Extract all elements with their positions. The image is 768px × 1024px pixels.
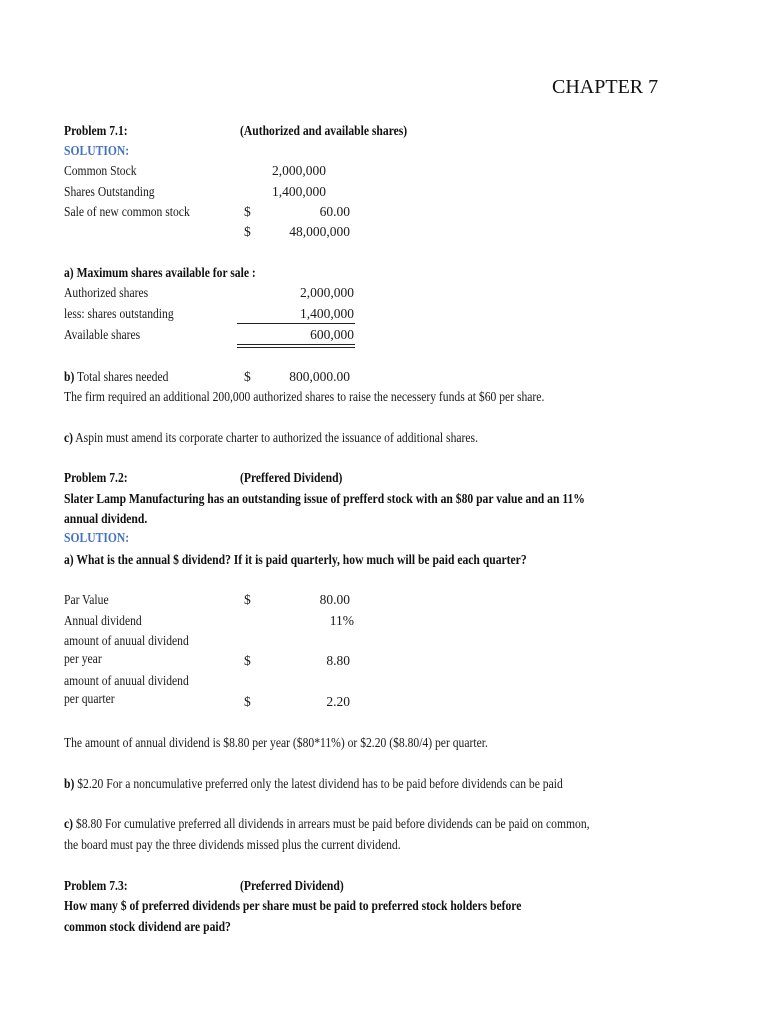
annual-dividend-value: 11% (329, 613, 354, 628)
annual-dividend-label: Annual dividend (64, 613, 142, 628)
part-b-explanation: The firm required an additional 200,000 authorized shares to raise the necessery funds at $60 per share. (64, 389, 545, 404)
part-c-prefix-2: c) (64, 816, 74, 831)
part-c-cumulative-text-2: the board must pay the three dividends missed plus the current dividend. (64, 837, 401, 852)
total-dollar: $ (244, 224, 251, 239)
shares-outstanding-label: Shares Outstanding (64, 184, 155, 199)
per-year-value: 8.80 (326, 653, 350, 668)
common-stock-label: Common Stock (64, 163, 137, 178)
subtotal-underline (237, 323, 355, 324)
par-value-dollar: $ (244, 592, 251, 607)
per-quarter-label-1: amount of anuual dividend (64, 673, 189, 688)
total-value: 48,000,000 (289, 224, 350, 239)
total-double-underline-2 (237, 347, 355, 348)
part-a-question: a) What is the annual $ dividend? If it is paid quarterly, how much will be paid each quarter? (64, 552, 527, 567)
problem-7-2-question-1: Slater Lamp Manufacturing has an outstanding issue of prefferd stock with an $80 par value and an 11% (64, 491, 585, 506)
chapter-title: CHAPTER 7 (552, 76, 659, 98)
problem-7-3-question-1: How many $ of preferred dividends per share must be paid to preferred stock holders before (64, 898, 522, 913)
per-quarter-label-2: per quarter (64, 691, 115, 706)
solution-heading-2: SOLUTION: (64, 530, 130, 545)
authorized-shares-value: 2,000,000 (300, 285, 354, 300)
available-shares-label: Available shares (64, 327, 141, 342)
problem-7-3-topic: (Preferred Dividend) (240, 878, 344, 893)
common-stock-value: 2,000,000 (272, 163, 326, 178)
problem-7-3-label: Problem 7.3: (64, 878, 128, 893)
available-shares-value: 600,000 (310, 327, 354, 342)
par-value-value: 80.00 (319, 592, 350, 607)
part-b-row (64, 369, 168, 385)
max-shares-heading: a) Maximum shares available for sale : (64, 265, 256, 280)
problem-7-1-topic: (Authorized and available shares) (240, 123, 408, 138)
total-shares-needed-label: Total shares needed (77, 369, 169, 384)
less-outstanding-label: less: shares outstanding (64, 306, 174, 321)
per-year-dollar: $ (244, 653, 251, 668)
problem-7-2-topic: (Preffered Dividend) (240, 470, 343, 485)
part-b-prefix-2: b) (64, 776, 75, 791)
annual-dividend-summary: The amount of annual dividend is $8.80 per year ($80*11%) or $2.20 ($8.80/4) per quarter. (64, 735, 488, 750)
shares-outstanding-value: 1,400,000 (272, 184, 326, 199)
problem-7-2-label: Problem 7.2: (64, 470, 128, 485)
part-b-noncumulative-text: $2.20 For a noncumulative preferred only the latest dividend has to be paid before dividends can be paid (77, 776, 563, 791)
part-c-text: Aspin must amend its corporate charter to authorized the issuance of additional shares. (75, 430, 478, 445)
solution-heading: SOLUTION: (64, 143, 130, 158)
per-quarter-dollar: $ (244, 694, 251, 709)
part-c-prefix: c) (64, 430, 74, 445)
part-b-noncumulative (64, 776, 563, 792)
sale-dollar: $ (244, 204, 251, 219)
sale-value: 60.00 (319, 204, 350, 219)
less-outstanding-value: 1,400,000 (300, 306, 354, 321)
problem-7-2-question-2: annual dividend. (64, 511, 148, 526)
par-value-label: Par Value (64, 592, 109, 607)
part-c-cumulative (64, 816, 590, 832)
total-shares-needed-dollar: $ (244, 369, 251, 384)
part-b-prefix: b) (64, 369, 75, 384)
problem-7-3-question-2: common stock dividend are paid? (64, 919, 231, 934)
per-year-label-2: per year (64, 651, 102, 666)
sale-label: Sale of new common stock (64, 204, 190, 219)
per-quarter-value: 2.20 (326, 694, 350, 709)
authorized-shares-label: Authorized shares (64, 285, 149, 300)
problem-7-1-label: Problem 7.1: (64, 123, 128, 138)
total-double-underline-1 (237, 344, 355, 345)
per-year-label-1: amount of anuual dividend (64, 633, 189, 648)
total-shares-needed-value: 800,000.00 (289, 369, 350, 384)
part-c-row (64, 430, 478, 446)
part-c-cumulative-text-1: $8.80 For cumulative preferred all dividends in arrears must be paid before dividends can be paid on common, (75, 816, 590, 831)
